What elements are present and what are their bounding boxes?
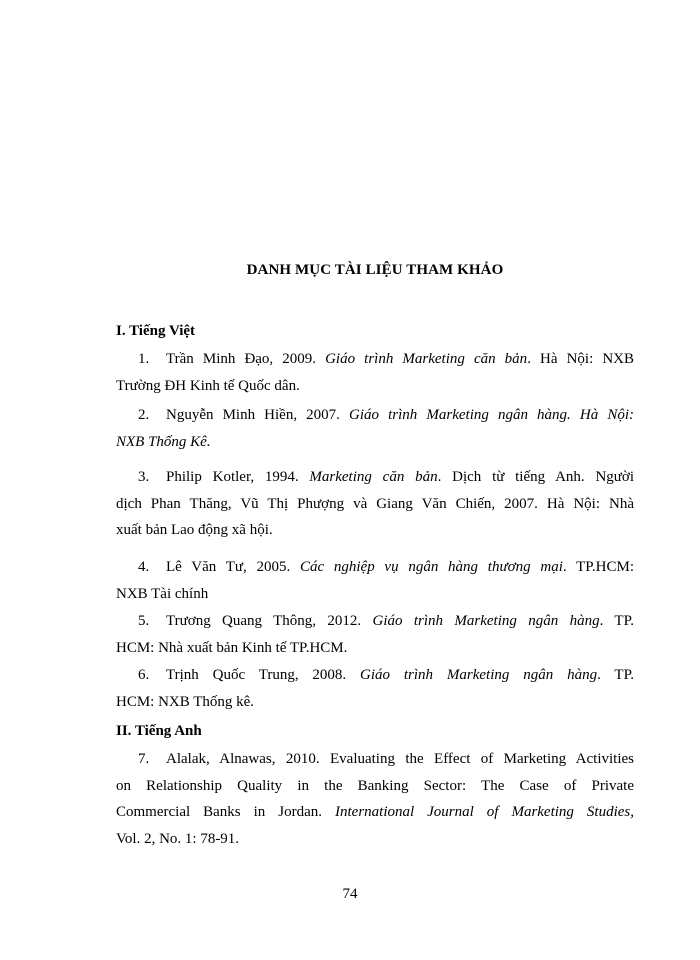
- reference-text: . Dịch từ tiếng Anh. Người: [437, 469, 635, 485]
- reference-number: 2.: [138, 407, 150, 423]
- reference-number: 7.: [138, 751, 150, 767]
- reference-item: [116, 464, 634, 544]
- reference-line: [116, 608, 634, 635]
- reference-text: Philip Kotler, 1994.: [166, 469, 310, 485]
- reference-line: Trường ĐH Kinh tế Quốc dân.: [116, 377, 300, 394]
- reference-item: [116, 746, 634, 852]
- reference-line: on Relationship Quality in the Banking Sector: The Case of Private: [116, 777, 634, 794]
- reference-title: Giáo trình Marketing ngân hàng: [372, 613, 600, 629]
- reference-item: [116, 402, 634, 455]
- reference-text: Alalak, Alnawas, 2010. Evaluating the Effect of Marketing Activities: [166, 751, 634, 767]
- reference-line: [116, 799, 634, 826]
- reference-title: Marketing căn bản: [309, 469, 438, 485]
- reference-title: Giáo trình Marketing căn bản: [325, 351, 528, 367]
- reference-item: [116, 608, 634, 661]
- page-title: DANH MỤC TÀI LIỆU THAM KHẢO: [246, 262, 504, 278]
- reference-number: 3.: [138, 469, 150, 485]
- reference-number: 4.: [138, 559, 150, 575]
- reference-line: HCM: Nhà xuất bản Kinh tế TP.HCM.: [116, 639, 348, 656]
- reference-line: [116, 464, 634, 491]
- reference-line: Vol. 2, No. 1: 78-91.: [116, 830, 240, 847]
- section-heading-english: II. Tiếng Anh: [116, 723, 202, 739]
- reference-item: [116, 554, 634, 607]
- reference-text: Nguyễn Minh Hiền, 2007.: [166, 407, 350, 423]
- reference-text: . TP.HCM:: [562, 559, 635, 575]
- reference-number: 5.: [138, 613, 150, 629]
- reference-line: [116, 746, 634, 773]
- reference-line: [116, 402, 634, 429]
- reference-line: [116, 662, 634, 689]
- reference-text: Trần Minh Đạo, 2009.: [166, 351, 326, 367]
- reference-number: 6.: [138, 667, 150, 683]
- reference-number: 1.: [138, 351, 150, 367]
- reference-line: NXB Tài chính: [116, 585, 209, 602]
- reference-text: . TP.: [597, 667, 634, 683]
- reference-text: Trương Quang Thông, 2012.: [166, 613, 373, 629]
- reference-line: NXB Thống Kê.: [116, 433, 211, 450]
- reference-text: . TP.: [599, 613, 635, 629]
- reference-text: Commercial Banks in Jordan.: [116, 804, 335, 820]
- reference-title: Giáo trình Marketing ngân hàng: [360, 667, 598, 683]
- reference-title: International Journal of Marketing Studies,: [335, 804, 634, 820]
- reference-title: Các nghiệp vụ ngân hàng thương mại: [299, 559, 563, 575]
- page-number: 74: [342, 886, 358, 902]
- reference-text: . Hà Nội: NXB: [527, 351, 634, 367]
- reference-item: [116, 662, 634, 715]
- section-heading-vietnamese: I. Tiếng Việt: [116, 323, 196, 339]
- reference-line: HCM: NXB Thống kê.: [116, 693, 255, 710]
- reference-title: Giáo trình Marketing ngân hàng. Hà Nội:: [349, 407, 634, 423]
- reference-line: [116, 346, 634, 373]
- reference-text: Lê Văn Tư, 2005.: [166, 559, 300, 575]
- reference-text: Trịnh Quốc Trung, 2008.: [166, 667, 361, 683]
- reference-line: dịch Phan Thăng, Vũ Thị Phượng và Giang Văn Chiến, 2007. Hà Nội: Nhà: [116, 495, 634, 512]
- reference-item: [116, 346, 634, 399]
- reference-line: xuất bản Lao động xã hội.: [116, 522, 273, 538]
- reference-line: [116, 554, 634, 581]
